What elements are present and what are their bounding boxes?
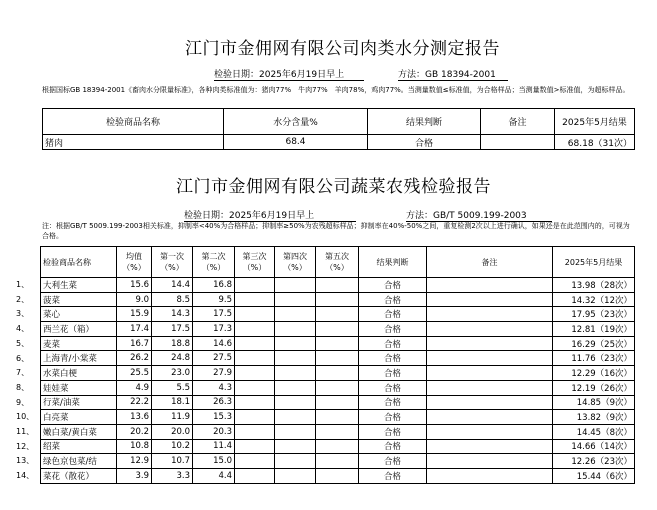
table-row [41, 336, 635, 351]
veg-item-name: 麦菜 [41, 336, 117, 351]
veg-item-fourth [275, 322, 316, 337]
veg-item-avg: 9.0 [117, 292, 152, 307]
row-number: 13、 [16, 456, 35, 466]
veg-item-remark [427, 292, 553, 307]
veg-item-third [235, 366, 275, 381]
veg-item-result: 合格 [359, 307, 427, 322]
meat-item-may: 68.18（31次） [555, 135, 635, 150]
veg-item-fifth [316, 366, 359, 381]
veg-item-remark [427, 366, 553, 381]
meat-item-remark [481, 135, 555, 150]
meat-header-moisture: 水分含量% [224, 109, 368, 135]
veg-item-fifth [316, 307, 359, 322]
veg-item-result: 合格 [359, 468, 427, 483]
veg-header-fourth: 第四次 （%） [275, 247, 316, 278]
meat-item-name: 猪肉 [43, 135, 224, 150]
veg-header-result: 结果判断 [359, 247, 427, 278]
table-row [41, 322, 635, 337]
veg-item-fourth [275, 278, 316, 293]
veg-item-fourth [275, 410, 316, 425]
veg-item-first: 14.3 [152, 307, 193, 322]
veg-item-fourth [275, 439, 316, 454]
veg-item-second: 17.3 [193, 322, 235, 337]
veg-item-result: 合格 [359, 292, 427, 307]
veg-item-third [235, 307, 275, 322]
table-row [41, 351, 635, 366]
veg-item-first: 17.5 [152, 322, 193, 337]
row-number: 12、 [16, 441, 35, 451]
veg-item-first: 10.2 [152, 439, 193, 454]
veg-item-may: 13.98（28次） [553, 278, 635, 293]
veg-item-second: 27.9 [193, 366, 235, 381]
veg-item-avg: 22.2 [117, 395, 152, 410]
veg-item-second: 20.3 [193, 424, 235, 439]
veg-item-fourth [275, 424, 316, 439]
veg-item-fourth [275, 366, 316, 381]
veg-item-result: 合格 [359, 410, 427, 425]
veg-item-result: 合格 [359, 366, 427, 381]
veg-header-first: 第一次 （%） [152, 247, 193, 278]
veg-item-third [235, 380, 275, 395]
veg-item-name: 白亮菜 [41, 410, 117, 425]
veg-item-result: 合格 [359, 380, 427, 395]
veg-item-fourth [275, 395, 316, 410]
veg-item-name: 绿色京包菜/结 [41, 454, 117, 469]
veg-item-fifth [316, 454, 359, 469]
veg-item-may: 14.66（14次） [553, 439, 635, 454]
veg-item-fifth [316, 468, 359, 483]
row-number: 1、 [16, 280, 30, 289]
veg-item-second: 16.8 [193, 278, 235, 293]
veg-item-name: 行菜/油菜 [41, 395, 117, 410]
veg-item-name: 菜心 [41, 307, 117, 322]
veg-item-third [235, 336, 275, 351]
table-row [41, 307, 635, 322]
veg-header-remark: 备注 [427, 247, 553, 278]
veg-item-first: 8.5 [152, 292, 193, 307]
veg-item-result: 合格 [359, 351, 427, 366]
table-row [41, 454, 635, 469]
veg-item-third [235, 410, 275, 425]
veg-item-name: 西兰花（箱） [41, 322, 117, 337]
veg-item-first: 24.8 [152, 351, 193, 366]
veg-item-name: 菠菜 [41, 292, 117, 307]
veg-item-first: 11.9 [152, 410, 193, 425]
veg-item-result: 合格 [359, 322, 427, 337]
veg-item-first: 18.1 [152, 395, 193, 410]
table-row [41, 468, 635, 483]
veg-item-may: 11.76（23次） [553, 351, 635, 366]
veg-item-fourth [275, 336, 316, 351]
table-row [41, 424, 635, 439]
meat-report-title: 江门市金佣网有限公司肉类水分测定报告 [185, 39, 500, 59]
veg-item-remark [427, 468, 553, 483]
veg-header-third: 第三次 （%） [235, 247, 275, 278]
veg-item-avg: 3.9 [117, 468, 152, 483]
veg-item-remark [427, 278, 553, 293]
veg-item-second: 11.4 [193, 439, 235, 454]
veg-item-second: 4.3 [193, 380, 235, 395]
veg-item-fifth [316, 424, 359, 439]
veg-item-first: 20.0 [152, 424, 193, 439]
veg-item-may: 14.45（8次） [553, 424, 635, 439]
meat-table [42, 108, 635, 150]
veg-item-remark [427, 380, 553, 395]
veg-item-remark [427, 307, 553, 322]
veg-header-second: 第二次 （%） [193, 247, 235, 278]
veg-item-second: 9.5 [193, 292, 235, 307]
veg-item-remark [427, 322, 553, 337]
veg-item-third [235, 454, 275, 469]
veg-item-third [235, 351, 275, 366]
veg-item-fourth [275, 454, 316, 469]
row-number: 3、 [16, 309, 30, 319]
veg-header-fifth: 第五次 （%） [316, 247, 359, 278]
veg-item-remark [427, 351, 553, 366]
veg-item-fourth [275, 468, 316, 483]
veg-item-may: 15.44（6次） [553, 468, 635, 483]
veg-item-fourth [275, 380, 316, 395]
meat-header-result: 结果判断 [368, 109, 481, 135]
veg-item-may: 13.82（9次） [553, 410, 635, 425]
veg-item-second: 14.6 [193, 336, 235, 351]
veg-item-may: 12.26（23次） [553, 454, 635, 469]
veg-item-result: 合格 [359, 336, 427, 351]
veg-item-avg: 16.7 [117, 336, 152, 351]
veg-item-fourth [275, 351, 316, 366]
veg-item-name: 水菜白梗 [41, 366, 117, 381]
veg-item-fifth [316, 351, 359, 366]
meat-standard-note: 根据国标GB 18394-2001《畜肉水分限量标准》，各种肉类标准值为：猪肉77% 牛肉77% 羊肉78%，鸡肉77%。当测量数值≤标准值，为合格样品；当测量数值>标准值，为超标样品。 [42, 86, 630, 94]
veg-standard-note: 注：根据GB/T 5009.199-2003相关标准，抑制率<40%为合格样品；抑制率≥50%为农残超标样品；抑制率在40%-50%之间，重复检测2次以上进行确认，如果还是在此范围内的，可视为合格。 [42, 222, 630, 240]
veg-item-may: 17.95（23次） [553, 307, 635, 322]
veg-item-second: 27.5 [193, 351, 235, 366]
veg-item-avg: 13.6 [117, 410, 152, 425]
veg-item-avg: 12.9 [117, 454, 152, 469]
veg-item-third [235, 278, 275, 293]
table-row [41, 292, 635, 307]
veg-item-third [235, 292, 275, 307]
veg-item-fifth [316, 380, 359, 395]
veg-item-name: 大利生菜 [41, 278, 117, 293]
veg-item-third [235, 439, 275, 454]
veg-item-result: 合格 [359, 439, 427, 454]
row-number: 4、 [16, 324, 30, 334]
veg-item-first: 18.8 [152, 336, 193, 351]
veg-item-may: 14.85（9次） [553, 395, 635, 410]
veg-item-remark [427, 439, 553, 454]
veg-item-name: 娃娃菜 [41, 380, 117, 395]
row-number: 6、 [16, 353, 30, 363]
meat-header-remark: 备注 [481, 109, 555, 135]
row-number: 9、 [16, 397, 30, 407]
meat-table-header-row [43, 109, 635, 135]
veg-item-fourth [275, 307, 316, 322]
veg-item-avg: 20.2 [117, 424, 152, 439]
veg-item-third [235, 468, 275, 483]
meat-test-date: 检验日期：2025年6月19日早上 [214, 67, 364, 81]
veg-item-fifth [316, 336, 359, 351]
row-number: 10、 [16, 412, 35, 422]
veg-item-remark [427, 424, 553, 439]
veg-item-second: 4.4 [193, 468, 235, 483]
row-number: 5、 [16, 338, 30, 348]
veg-item-name: 绍菜 [41, 439, 117, 454]
meat-header-name: 检验商品名称 [43, 109, 224, 135]
table-row [41, 395, 635, 410]
veg-item-fifth [316, 278, 359, 293]
veg-item-may: 14.32（12次） [553, 292, 635, 307]
veg-item-avg: 15.9 [117, 307, 152, 322]
veg-item-fifth [316, 395, 359, 410]
table-row [41, 278, 635, 293]
veg-item-name: 上海青/小棠菜 [41, 351, 117, 366]
veg-header-avg: 均值 （%） [117, 247, 152, 278]
veg-item-result: 合格 [359, 454, 427, 469]
table-row [41, 366, 635, 381]
meat-header-may: 2025年5月结果 [555, 109, 635, 135]
table-row [43, 135, 635, 150]
veg-table [40, 246, 635, 484]
veg-item-avg: 26.2 [117, 351, 152, 366]
veg-item-fifth [316, 292, 359, 307]
veg-header-name: 检验商品名称 [41, 247, 117, 278]
veg-item-result: 合格 [359, 424, 427, 439]
row-number: 8、 [16, 382, 30, 392]
veg-item-third [235, 395, 275, 410]
veg-item-avg: 15.6 [117, 278, 152, 293]
veg-item-first: 10.7 [152, 454, 193, 469]
veg-item-first: 14.4 [152, 278, 193, 293]
veg-item-avg: 10.8 [117, 439, 152, 454]
veg-item-fifth [316, 322, 359, 337]
table-row [41, 410, 635, 425]
veg-item-fourth [275, 292, 316, 307]
veg-item-first: 23.0 [152, 366, 193, 381]
veg-item-second: 17.5 [193, 307, 235, 322]
veg-test-date: 检验日期：2025年6月19日早上 [184, 208, 356, 222]
veg-report-title: 江门市金佣网有限公司蔬菜农残检验报告 [176, 177, 491, 197]
row-number: 7、 [16, 368, 30, 378]
veg-item-first: 5.5 [152, 380, 193, 395]
meat-item-result: 合格 [368, 135, 481, 150]
veg-item-name: 嫩白菜/黄白菜 [41, 424, 117, 439]
veg-item-avg: 4.9 [117, 380, 152, 395]
veg-item-result: 合格 [359, 395, 427, 410]
veg-header-may: 2025年5月结果 [553, 247, 635, 278]
veg-item-may: 12.19（26次） [553, 380, 635, 395]
meat-test-method: 方法：GB 18394-2001 [398, 67, 508, 81]
veg-item-third [235, 322, 275, 337]
row-number: 2、 [16, 294, 30, 304]
veg-item-may: 12.29（16次） [553, 366, 635, 381]
veg-item-second: 15.0 [193, 454, 235, 469]
veg-item-remark [427, 336, 553, 351]
veg-item-may: 16.29（25次） [553, 336, 635, 351]
veg-item-fifth [316, 439, 359, 454]
meat-item-value: 68.4 [224, 135, 368, 150]
veg-item-second: 15.3 [193, 410, 235, 425]
table-row [41, 439, 635, 454]
veg-item-avg: 17.4 [117, 322, 152, 337]
veg-table-header-row [41, 247, 635, 278]
veg-item-fifth [316, 410, 359, 425]
veg-item-first: 3.3 [152, 468, 193, 483]
row-number: 14、 [16, 471, 35, 481]
veg-item-result: 合格 [359, 278, 427, 293]
veg-item-second: 26.3 [193, 395, 235, 410]
veg-item-remark [427, 454, 553, 469]
table-row [41, 380, 635, 395]
veg-item-third [235, 424, 275, 439]
veg-test-method: 方法：GB/T 5009.199-2003 [406, 208, 552, 222]
veg-item-name: 菜花（散花） [41, 468, 117, 483]
veg-item-remark [427, 410, 553, 425]
veg-item-avg: 25.5 [117, 366, 152, 381]
row-number: 11、 [16, 427, 35, 436]
veg-item-may: 12.81（19次） [553, 322, 635, 337]
veg-item-remark [427, 395, 553, 410]
